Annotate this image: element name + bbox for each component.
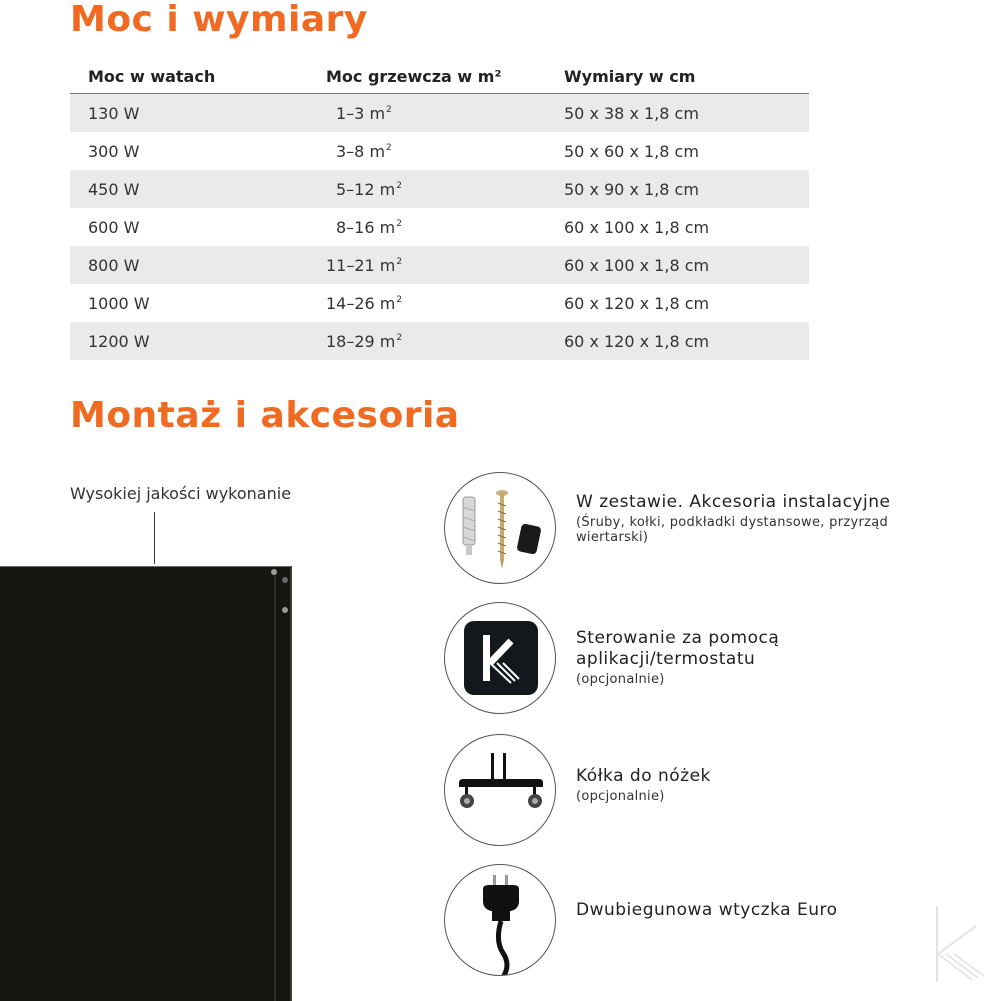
heater-panel-image [0, 566, 292, 1001]
table-row [70, 94, 809, 133]
cell-area: 18–29 $m^2$ [326, 322, 564, 360]
specs-table [70, 60, 809, 360]
table-row [70, 284, 809, 322]
callout-pointer-line [154, 512, 155, 564]
cell-area: 8–16 $m^2$ [336, 217, 402, 237]
cell-area: 1–3 $m^2$ [326, 94, 564, 133]
heater-screw [282, 577, 288, 583]
table-row [70, 246, 809, 284]
cell-power: 1000 W [88, 293, 150, 313]
column-header-dimensions: Wymiary w cm [564, 60, 809, 94]
column-header-power: Moc w watach [70, 60, 326, 94]
cell-power: 600 W [88, 217, 140, 237]
feature-title: Kółka do nóżek [576, 766, 711, 786]
column-header-heating-area: Moc grzewcza w m² [326, 60, 564, 94]
table-row [70, 132, 809, 170]
section-title-power-dimensions: Moc i wymiary [70, 0, 368, 40]
heater-screw [271, 569, 277, 575]
feature-text [576, 628, 896, 687]
cell-power: 800 W [70, 246, 326, 284]
heater-screw [282, 607, 288, 613]
cell-power: 1200 W [70, 322, 326, 360]
cell-dimensions: 60 x 120 x 1,8 cm [564, 293, 710, 313]
feature-text [576, 900, 896, 921]
cell-area: 14–26 $m^2$ [326, 293, 403, 313]
feature-text [576, 492, 896, 545]
table-header-row [70, 60, 809, 94]
cell-area: 5–12 $m^2$ [326, 170, 564, 208]
cell-power: 450 W [70, 170, 326, 208]
screws-dowels-icon [444, 472, 556, 584]
brand-watermark-icon [932, 904, 992, 984]
cell-area: 3–8 $m^2$ [336, 141, 392, 161]
quality-callout-label: Wysokiej jakości wykonanie [70, 484, 292, 503]
cell-power: 130 W [70, 94, 326, 133]
cell-dimensions: 60 x 120 x 1,8 cm [564, 322, 809, 360]
feature-text [576, 766, 896, 804]
feature-note: (opcjonalnie) [576, 789, 665, 804]
wheeled-feet-icon [444, 734, 556, 846]
feature-title: Sterowanie za pomocą aplikacji/termostatu [576, 628, 780, 669]
cell-dimensions: 60 x 100 x 1,8 cm [564, 217, 710, 237]
cell-dimensions: 50 x 38 x 1,8 cm [564, 94, 809, 133]
feature-title: Dwubiegunowa wtyczka Euro [576, 900, 838, 920]
table-row [70, 208, 809, 246]
cell-area: 11–21 $m^2$ [326, 246, 564, 284]
cell-dimensions: 50 x 90 x 1,8 cm [564, 170, 809, 208]
feature-note: (opcjonalnie) [576, 672, 665, 687]
table-row [70, 170, 809, 208]
feature-note: (Śruby, kołki, podkładki dystansowe, przyrząd wiertarski) [576, 515, 889, 545]
cell-dimensions: 50 x 60 x 1,8 cm [564, 141, 699, 161]
table-row [70, 322, 809, 360]
app-logo-icon [444, 602, 556, 714]
section-title-mounting-accessories: Montaż i akcesoria [70, 395, 460, 436]
cell-dimensions: 60 x 100 x 1,8 cm [564, 246, 809, 284]
euro-plug-icon [444, 864, 556, 976]
cell-power: 300 W [88, 141, 140, 161]
heater-frame-edge [274, 573, 276, 1001]
feature-title: W zestawie. Akcesoria instalacyjne [576, 492, 891, 512]
